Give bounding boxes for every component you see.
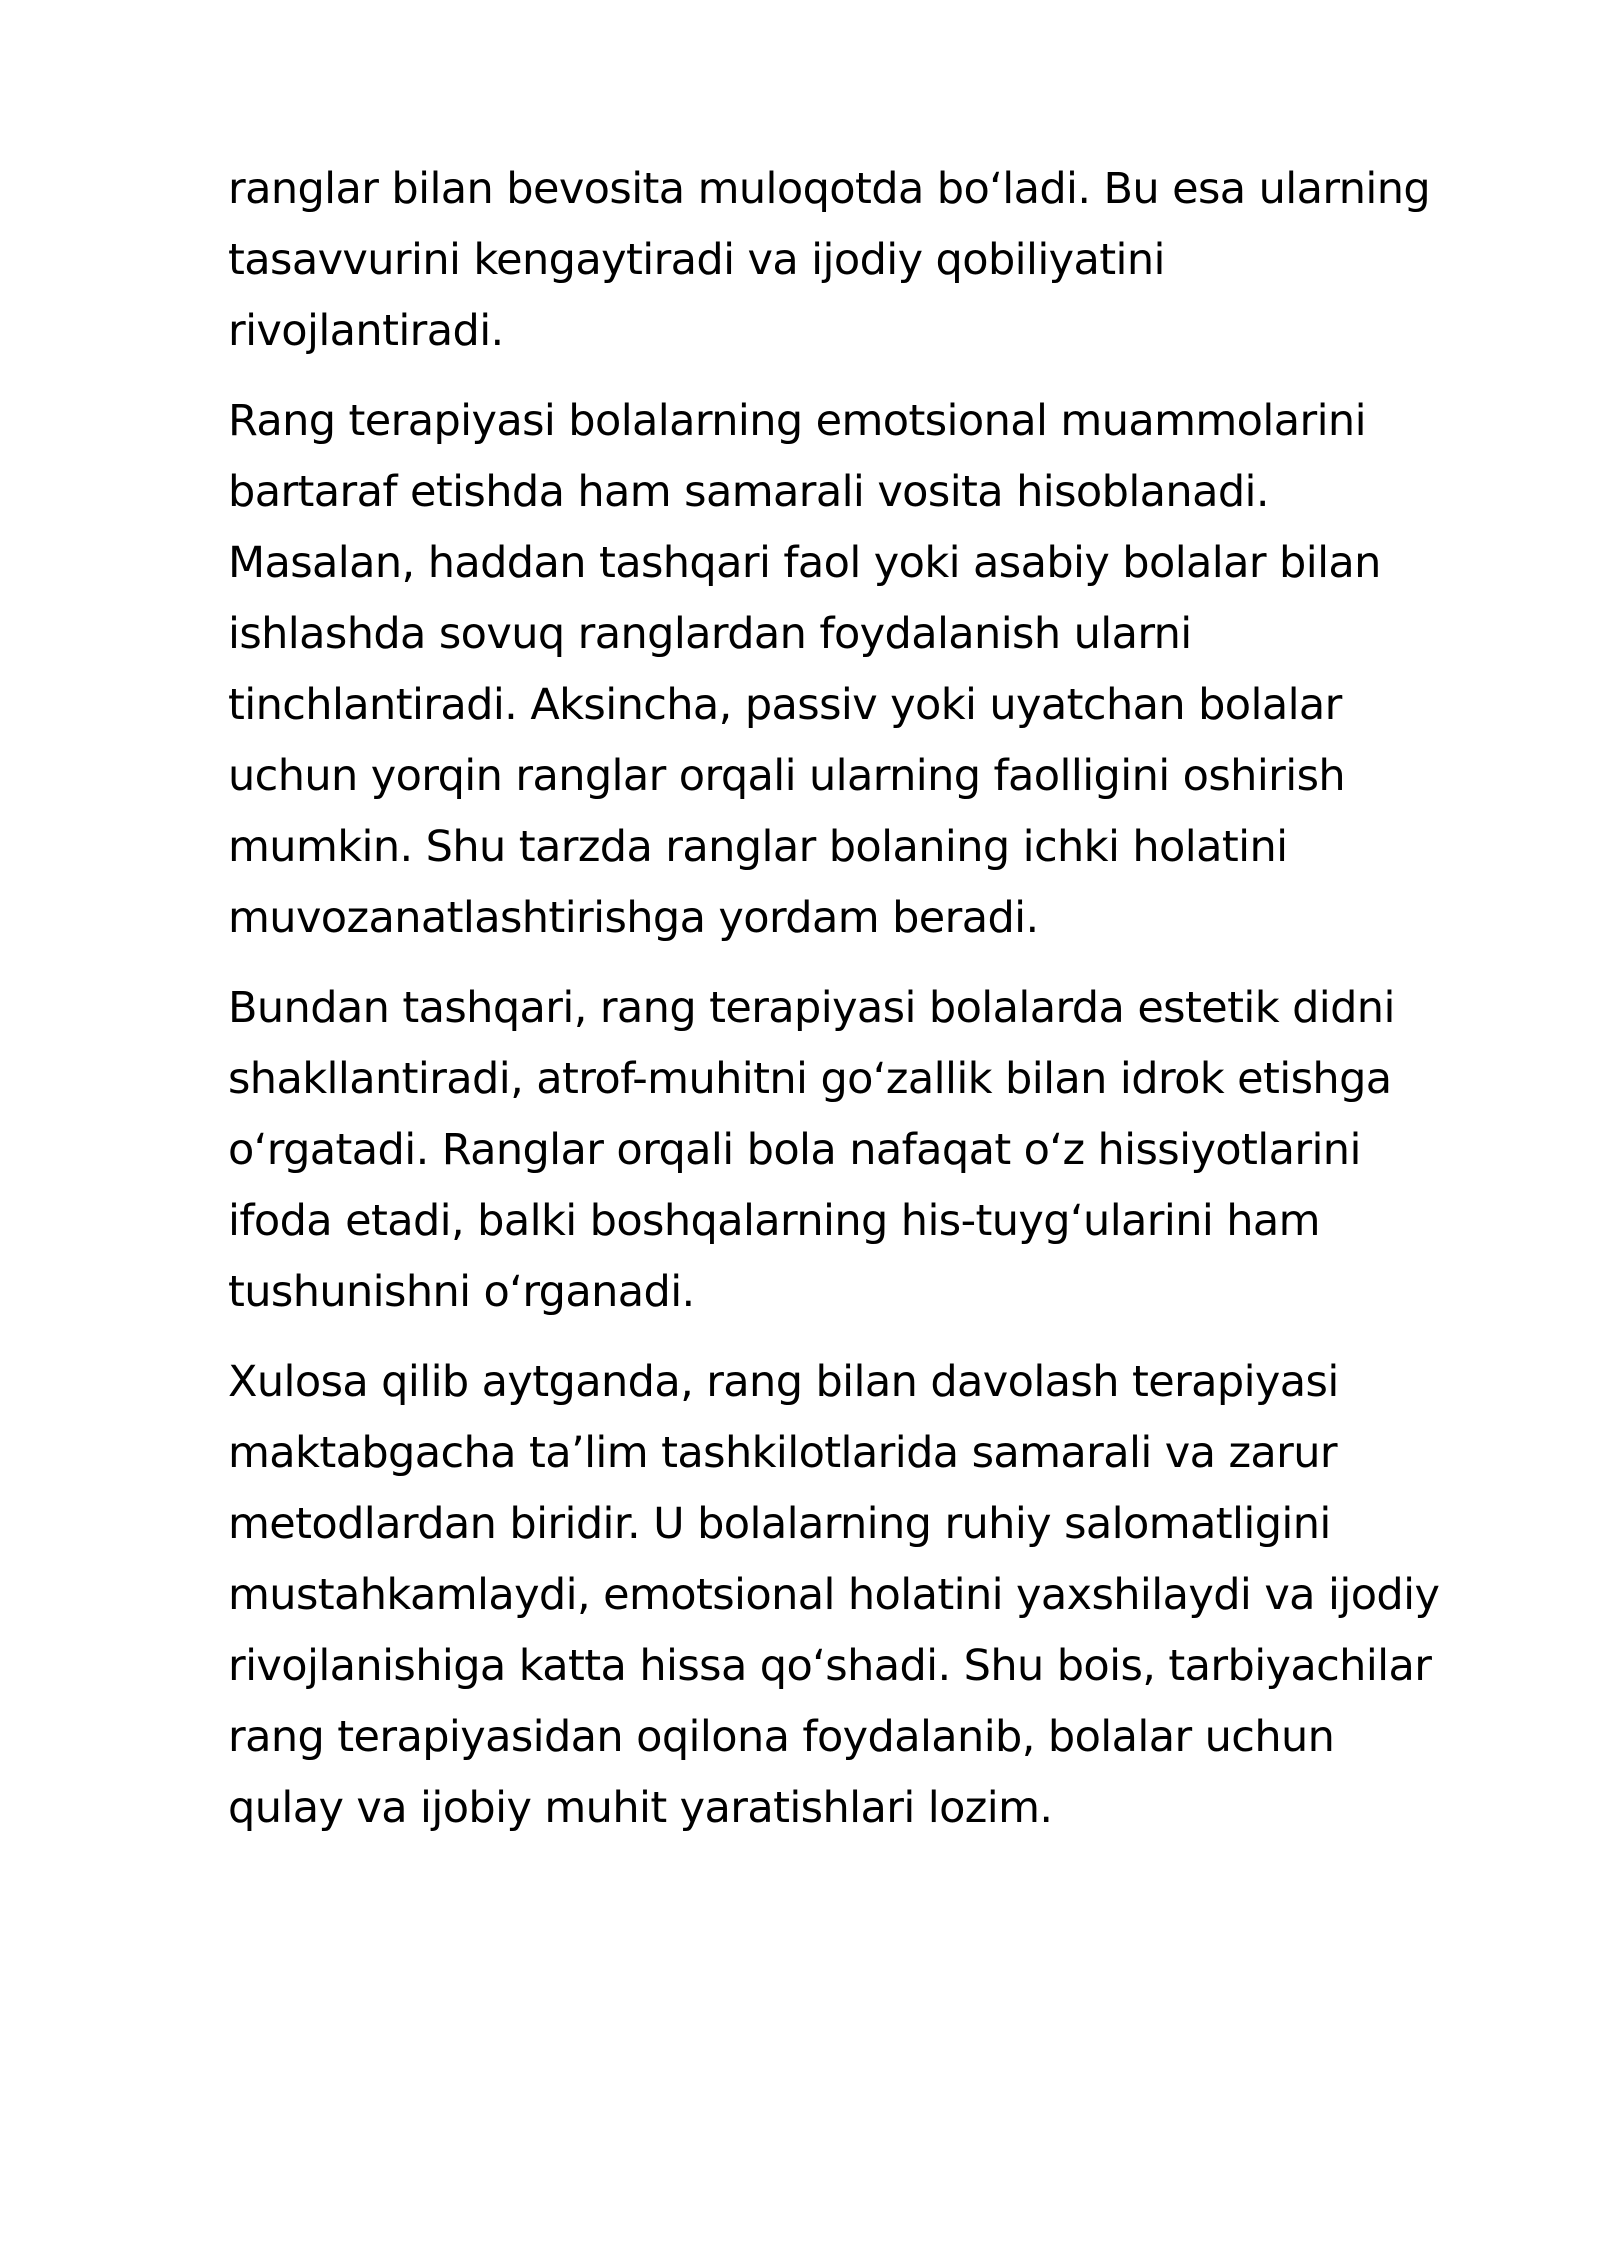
text-line: ranglar bilan bevosita muloqotda boʻladi. Bu esa ularning [228, 164, 1431, 214]
text-line: maktabgacha taʼlim tashkilotlarida samarali va zarur [228, 1428, 1337, 1478]
text-line: bartaraf etishda ham samarali vosita hisoblanadi. [228, 467, 1269, 517]
text-line: Xulosa qilib aytganda, rang bilan davolash terapiyasi [228, 1357, 1339, 1407]
document-body [228, 154, 1548, 1844]
text-line: oʻrgatadi. Ranglar orqali bola nafaqat oʻz hissiyotlarini [228, 1125, 1361, 1175]
text-line: tasavvurini kengaytiradi va ijodiy qobiliyatini [228, 235, 1165, 285]
text-line: tinchlantiradi. Aksincha, passiv yoki uyatchan bolalar [228, 680, 1342, 730]
text-line: ifoda etadi, balki boshqalarning his-tuygʻularini ham [228, 1196, 1320, 1246]
paragraph-3 [228, 973, 1548, 1328]
text-line: rivojlanishiga katta hissa qoʻshadi. Shu bois, tarbiyachilar [228, 1641, 1432, 1691]
paragraph-2 [228, 386, 1548, 954]
text-line: uchun yorqin ranglar orqali ularning faolligini oshirish [228, 751, 1346, 801]
text-line: rang terapiyasidan oqilona foydalanib, bolalar uchun [228, 1712, 1335, 1762]
text-line: muvozanatlashtirishga yordam beradi. [228, 893, 1039, 943]
text-line: Rang terapiyasi bolalarning emotsional muammolarini [228, 396, 1366, 446]
paragraph-4 [228, 1347, 1548, 1844]
text-line: mumkin. Shu tarzda ranglar bolaning ichki holatini [228, 822, 1288, 872]
text-line: Masalan, haddan tashqari faol yoki asabiy bolalar bilan [228, 538, 1381, 588]
paragraph-1 [228, 154, 1548, 367]
text-line: ishlashda sovuq ranglardan foydalanish ularni [228, 609, 1192, 659]
text-line: tushunishni oʻrganadi. [228, 1267, 695, 1317]
text-line: metodlardan biridir. U bolalarning ruhiy salomatligini [228, 1499, 1331, 1549]
text-line: mustahkamlaydi, emotsional holatini yaxshilaydi va ijodiy [228, 1570, 1440, 1620]
text-line: rivojlantiradi. [228, 306, 504, 356]
text-line: qulay va ijobiy muhit yaratishlari lozim. [228, 1783, 1053, 1833]
text-line: shakllantiradi, atrof-muhitni goʻzallik bilan idrok etishga [228, 1054, 1392, 1104]
text-line: Bundan tashqari, rang terapiyasi bolalarda estetik didni [228, 983, 1395, 1033]
